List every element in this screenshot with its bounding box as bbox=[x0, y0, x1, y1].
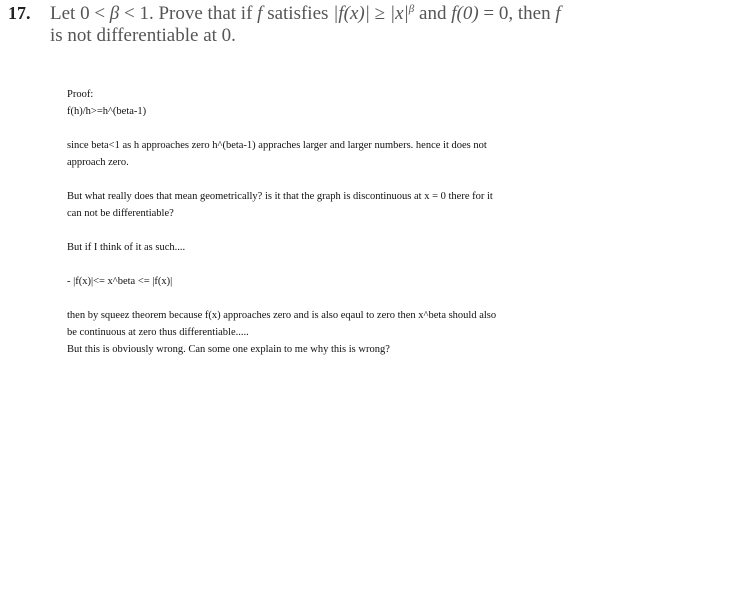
problem-number: 17. bbox=[8, 3, 31, 23]
proof-line: since beta<1 as h approaches zero h^(beta-1) appraches larger and larger numbers. hence it does not bbox=[67, 140, 487, 151]
math-geq: ≥ bbox=[374, 3, 386, 24]
spacer bbox=[67, 290, 547, 307]
proof-line: But if I think of it as such.... bbox=[67, 242, 186, 253]
math-f0: f(0) bbox=[451, 3, 479, 24]
problem-text-and: and bbox=[419, 3, 447, 24]
math-f-end: f bbox=[555, 3, 561, 24]
problem-text-eq0: = 0, then bbox=[483, 3, 551, 24]
problem-text-satisfies: satisfies bbox=[267, 3, 329, 24]
problem-text-lt1: < 1. Prove that if bbox=[124, 3, 253, 24]
math-abs-fx: |f(x)| bbox=[333, 3, 370, 24]
math-beta: β bbox=[109, 3, 120, 24]
proof-line: - |f(x)|<= x^beta <= |f(x)| bbox=[67, 276, 173, 287]
proof-body bbox=[67, 86, 547, 358]
proof-line: can not be differentiable? bbox=[67, 208, 174, 219]
proof-line: approach zero. bbox=[67, 157, 129, 168]
math-abs-x: |x| bbox=[389, 3, 409, 24]
problem-statement bbox=[8, 2, 608, 47]
proof-line: But this is obviously wrong. Can some one explain to me why this is wrong? bbox=[67, 344, 390, 355]
spacer bbox=[67, 222, 547, 239]
problem-line-2: is not differentiable at 0. bbox=[50, 25, 236, 46]
proof-line: Proof: bbox=[67, 89, 94, 100]
spacer bbox=[67, 171, 547, 188]
proof-line: But what really does that mean geometrically? is it that the graph is discontinuous at x = 0 there for it bbox=[67, 191, 493, 202]
proof-line: then by squeez theorem because f(x) approaches zero and is also eqaul to zero then x^beta should also bbox=[67, 310, 497, 321]
spacer bbox=[67, 256, 547, 273]
math-exp-beta: β bbox=[408, 3, 415, 15]
proof-line: be continuous at zero thus differentiable..... bbox=[67, 327, 249, 338]
problem-line-1 bbox=[8, 2, 608, 25]
problem-text-let: Let 0 < bbox=[50, 3, 106, 24]
proof-line: f(h)/h>=h^(beta-1) bbox=[67, 106, 147, 117]
spacer bbox=[67, 120, 547, 137]
math-f: f bbox=[257, 3, 263, 24]
